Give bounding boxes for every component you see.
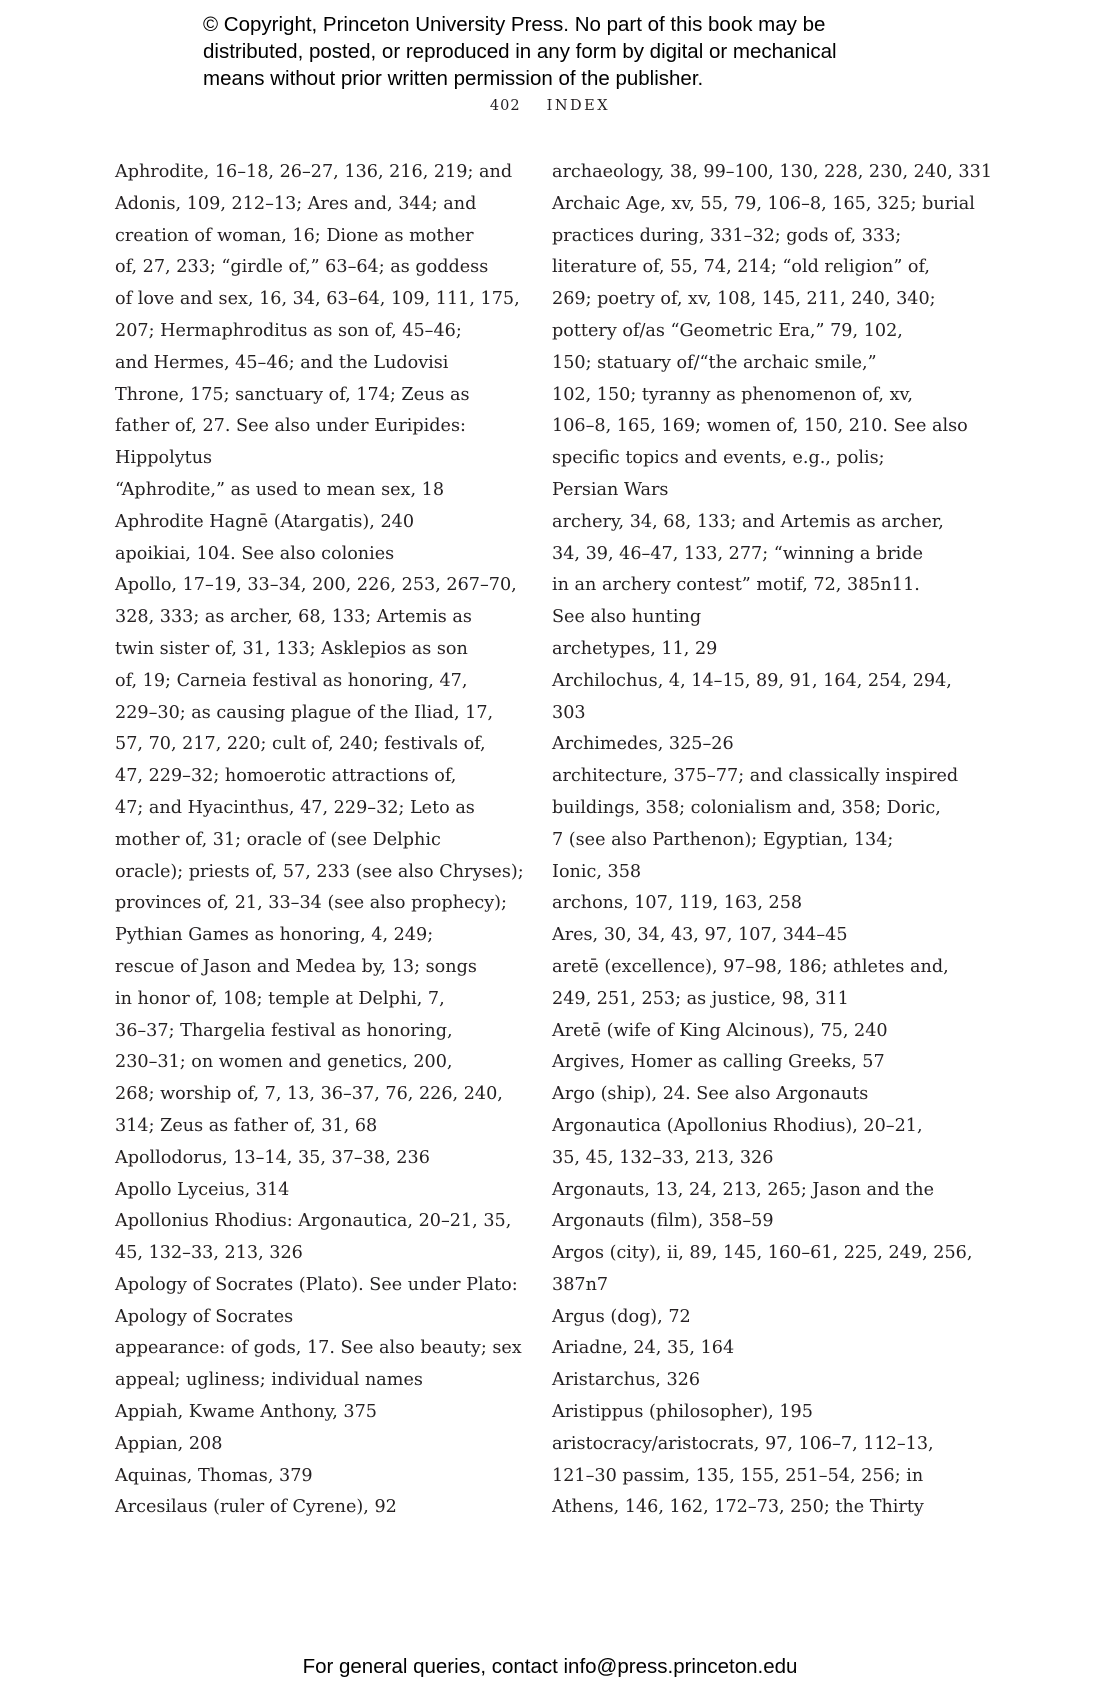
- index-entry-line: Appian, 208: [115, 1433, 223, 1454]
- index-entry-line: Appiah, Kwame Anthony, 375: [115, 1402, 377, 1423]
- index-entry: [552, 1047, 952, 1079]
- index-entry-line: of, 19; Carneia festival as honoring, 47,: [115, 670, 468, 691]
- copyright-line: © Copyright, Princeton University Press. No part of this book may be: [203, 13, 826, 36]
- index-entry-line: 268; worship of, 7, 13, 36–37, 76, 226, 240,: [115, 1084, 503, 1105]
- index-column-right: [552, 157, 993, 1524]
- index-entry-line: buildings, 358; colonialism and, 358; Doric,: [552, 797, 941, 818]
- index-entry-line: specific topics and events, e.g., polis;: [552, 448, 885, 469]
- index-entry: [552, 1302, 952, 1334]
- index-entry-line: 35, 45, 132–33, 213, 326: [552, 1147, 774, 1168]
- index-entry: [115, 1397, 525, 1429]
- index-entry-line: rescue of Jason and Medea by, 13; songs: [115, 956, 477, 977]
- index-entry-line: father of, 27. See also under Euripides:: [115, 416, 466, 437]
- index-entry-line: aristocracy/aristocrats, 97, 106–7, 112–13,: [552, 1433, 934, 1454]
- index-entry: [552, 157, 993, 189]
- index-entry-line: Apollodorus, 13–14, 35, 37–38, 236: [115, 1147, 430, 1168]
- index-entry: [115, 539, 525, 571]
- index-entry-line: Hippolytus: [115, 448, 213, 469]
- index-entry: [115, 1492, 525, 1524]
- index-entry: [115, 1333, 525, 1397]
- index-entry: [552, 634, 952, 666]
- index-entry: [552, 729, 952, 761]
- index-entry-line: Ares, 30, 34, 43, 97, 107, 344–45: [552, 925, 848, 946]
- index-entry: [115, 507, 525, 539]
- index-entry-line: archetypes, 11, 29: [552, 638, 718, 659]
- index-entry: [115, 157, 525, 475]
- index-entry-line: Aristippus (philosopher), 195: [552, 1402, 813, 1423]
- index-entry: [115, 1143, 525, 1175]
- index-entry-line: appearance: of gods, 17. See also beauty; sex: [115, 1338, 522, 1359]
- index-entry-line: 106–8, 165, 169; women of, 150, 210. See also: [552, 416, 968, 437]
- copyright-line: means without prior written permission of the publisher.: [203, 67, 704, 90]
- index-entry-line: 34, 39, 46–47, 133, 277; “winning a bride: [552, 543, 923, 564]
- index-entry-line: Aphrodite Hagnē (Atargatis), 240: [115, 511, 415, 532]
- index-entry-line: Pythian Games as honoring, 4, 249;: [115, 925, 434, 946]
- index-entry-line: oracle); priests of, 57, 233 (see also Chryses);: [115, 861, 524, 882]
- index-entry: [552, 507, 952, 634]
- index-entry-line: 121–30 passim, 135, 155, 251–54, 256; in: [552, 1465, 924, 1486]
- index-entry-line: Argives, Homer as calling Greeks, 57: [552, 1052, 885, 1073]
- index-entry-line: Aphrodite, 16–18, 26–27, 136, 216, 219; and: [115, 162, 513, 182]
- index-entry-line: Athens, 146, 162, 172–73, 250; the Thirty: [552, 1497, 924, 1518]
- index-entry-line: Archimedes, 325–26: [552, 734, 734, 755]
- index-entry: [115, 1461, 525, 1493]
- index-entry-line: Apollo, 17–19, 33–34, 200, 226, 253, 267–70,: [115, 575, 517, 596]
- index-entry-line: Argos (city), ii, 89, 145, 160–61, 225, 249, 256,: [552, 1243, 973, 1264]
- running-head: [0, 98, 1100, 114]
- index-entry-line: Aretē (wife of King Alcinous), 75, 240: [552, 1020, 888, 1041]
- index-entry-line: Aquinas, Thomas, 379: [115, 1465, 313, 1486]
- index-entry-line: Ionic, 358: [552, 861, 642, 882]
- index-entry-line: archons, 107, 119, 163, 258: [552, 893, 803, 914]
- index-entry-line: 57, 70, 217, 220; cult of, 240; festivals of,: [115, 734, 486, 755]
- index-entry-line: Archaic Age, xv, 55, 79, 106–8, 165, 325; burial: [552, 193, 975, 214]
- index-entry-line: Argonauts, 13, 24, 213, 265; Jason and the: [552, 1179, 934, 1200]
- index-entry-line: 230–31; on women and genetics, 200,: [115, 1052, 453, 1073]
- index-entry-line: Apollonius Rhodius: Argonautica, 20–21, 35,: [115, 1211, 512, 1232]
- index-entry-line: 102, 150; tyranny as phenomenon of, xv,: [552, 384, 913, 405]
- index-entry: [552, 1333, 952, 1365]
- page-number: 402: [489, 98, 521, 114]
- index-entry-line: 229–30; as causing plague of the Iliad, 17,: [115, 702, 494, 723]
- index-entry-line: Argus (dog), 72: [552, 1306, 691, 1327]
- footer-contact: For general queries, contact info@press.princeton.edu: [302, 1655, 798, 1678]
- index-entry: [552, 1365, 952, 1397]
- index-entry-line: 207; Hermaphroditus as son of, 45–46;: [115, 320, 462, 341]
- index-entry-line: Arcesilaus (ruler of Cyrene), 92: [115, 1497, 397, 1518]
- index-entry-line: Apollo Lyceius, 314: [115, 1179, 290, 1200]
- index-entry: [552, 666, 952, 730]
- index-entry-line: apoikiai, 104. See also colonies: [115, 543, 395, 564]
- index-entry-line: Apology of Socrates (Plato). See under Plato:: [115, 1274, 518, 1295]
- index-entry-line: 387n7: [552, 1274, 609, 1295]
- index-entry-line: See also hunting: [552, 607, 702, 628]
- index-entry-line: 7 (see also Parthenon); Egyptian, 134;: [552, 829, 894, 850]
- index-entry-line: Argo (ship), 24. See also Argonauts: [552, 1084, 869, 1105]
- index-entry: [552, 1079, 952, 1111]
- index-entry-line: mother of, 31; oracle of (see Delphic: [115, 829, 441, 850]
- index-entry-line: appeal; ugliness; individual names: [115, 1370, 423, 1391]
- index-entry-line: 303: [552, 702, 586, 723]
- index-entry-line: twin sister of, 31, 133; Asklepios as son: [115, 638, 468, 659]
- index-entry: [115, 1429, 525, 1461]
- index-entry-line: creation of woman, 16; Dione as mother: [115, 225, 474, 246]
- index-entry-line: Argonauts (film), 358–59: [552, 1211, 774, 1232]
- index-entry-line: 269; poetry of, xv, 108, 145, 211, 240, 340;: [552, 289, 936, 310]
- index-entry-line: in honor of, 108; temple at Delphi, 7,: [115, 988, 445, 1009]
- index-entry-line: Argonautica (Apollonius Rhodius), 20–21,: [552, 1115, 923, 1136]
- index-entry-line: of love and sex, 16, 34, 63–64, 109, 111, 175,: [115, 289, 520, 310]
- index-entry-line: of, 27, 233; “girdle of,” 63–64; as goddess: [115, 257, 489, 278]
- index-entry: [552, 888, 952, 920]
- index-entry-line: pottery of/as “Geometric Era,” 79, 102,: [552, 320, 903, 341]
- index-entry: [552, 1238, 973, 1302]
- index-entry-line: 249, 251, 253; as justice, 98, 311: [552, 988, 849, 1009]
- index-entry: [552, 920, 952, 952]
- index-entry-line: Adonis, 109, 212–13; Ares and, 344; and: [115, 193, 477, 214]
- index-entry: [552, 1016, 952, 1048]
- index-entry-line: archaeology, 38, 99–100, 130, 228, 230, 240, 331: [552, 162, 993, 182]
- index-entry: [552, 189, 975, 507]
- index-entry: [115, 570, 525, 1142]
- index-entry: [552, 761, 959, 888]
- copyright-notice: [203, 11, 923, 92]
- index-entry: [115, 1270, 525, 1334]
- running-title: INDEX: [546, 98, 611, 114]
- index-entry-line: provinces of, 21, 33–34 (see also prophecy);: [115, 893, 507, 914]
- index-entry-line: and Hermes, 45–46; and the Ludovisi: [115, 352, 449, 373]
- index-entry-line: Apology of Socrates: [115, 1306, 294, 1327]
- index-entry: [552, 1397, 952, 1429]
- index-entry-line: 150; statuary of/“the archaic smile,”: [552, 352, 877, 373]
- index-entry-line: archery, 34, 68, 133; and Artemis as archer,: [552, 511, 944, 532]
- index-entry-line: 328, 333; as archer, 68, 133; Artemis as: [115, 607, 472, 628]
- index-entry: [115, 1175, 525, 1207]
- index-entry-line: architecture, 375–77; and classically inspired: [552, 766, 959, 787]
- index-entry-line: in an archery contest” motif, 72, 385n11.: [552, 575, 920, 596]
- index-entry-line: 36–37; Thargelia festival as honoring,: [115, 1020, 453, 1041]
- index-entry: [552, 1429, 952, 1524]
- index-entry-line: Persian Wars: [552, 479, 669, 500]
- index-entry: [552, 952, 952, 1016]
- index-entry-line: 47, 229–32; homoerotic attractions of,: [115, 766, 457, 787]
- index-entry-line: “Aphrodite,” as used to mean sex, 18: [115, 479, 445, 500]
- index-entry: [552, 1175, 952, 1239]
- index-entry: [115, 475, 525, 507]
- index-entry-line: 47; and Hyacinthus, 47, 229–32; Leto as: [115, 797, 475, 818]
- index-entry-line: Archilochus, 4, 14–15, 89, 91, 164, 254, 294,: [552, 670, 952, 691]
- index-entry-line: aretē (excellence), 97–98, 186; athletes and,: [552, 956, 949, 977]
- copyright-line: distributed, posted, or reproduced in any form by digital or mechanical: [203, 40, 837, 63]
- index-entry: [115, 1206, 525, 1270]
- index-entry-line: Aristarchus, 326: [552, 1370, 701, 1391]
- index-entry-line: practices during, 331–32; gods of, 333;: [552, 225, 902, 246]
- index-entry-line: 314; Zeus as father of, 31, 68: [115, 1115, 378, 1136]
- index-column-left: [115, 157, 525, 1524]
- index-entry-line: 45, 132–33, 213, 326: [115, 1243, 303, 1264]
- index-entry-line: Throne, 175; sanctuary of, 174; Zeus as: [115, 384, 470, 405]
- index-entry: [552, 1111, 952, 1175]
- index-entry-line: Ariadne, 24, 35, 164: [552, 1338, 735, 1359]
- index-entry-line: literature of, 55, 74, 214; “old religion” of,: [552, 257, 930, 278]
